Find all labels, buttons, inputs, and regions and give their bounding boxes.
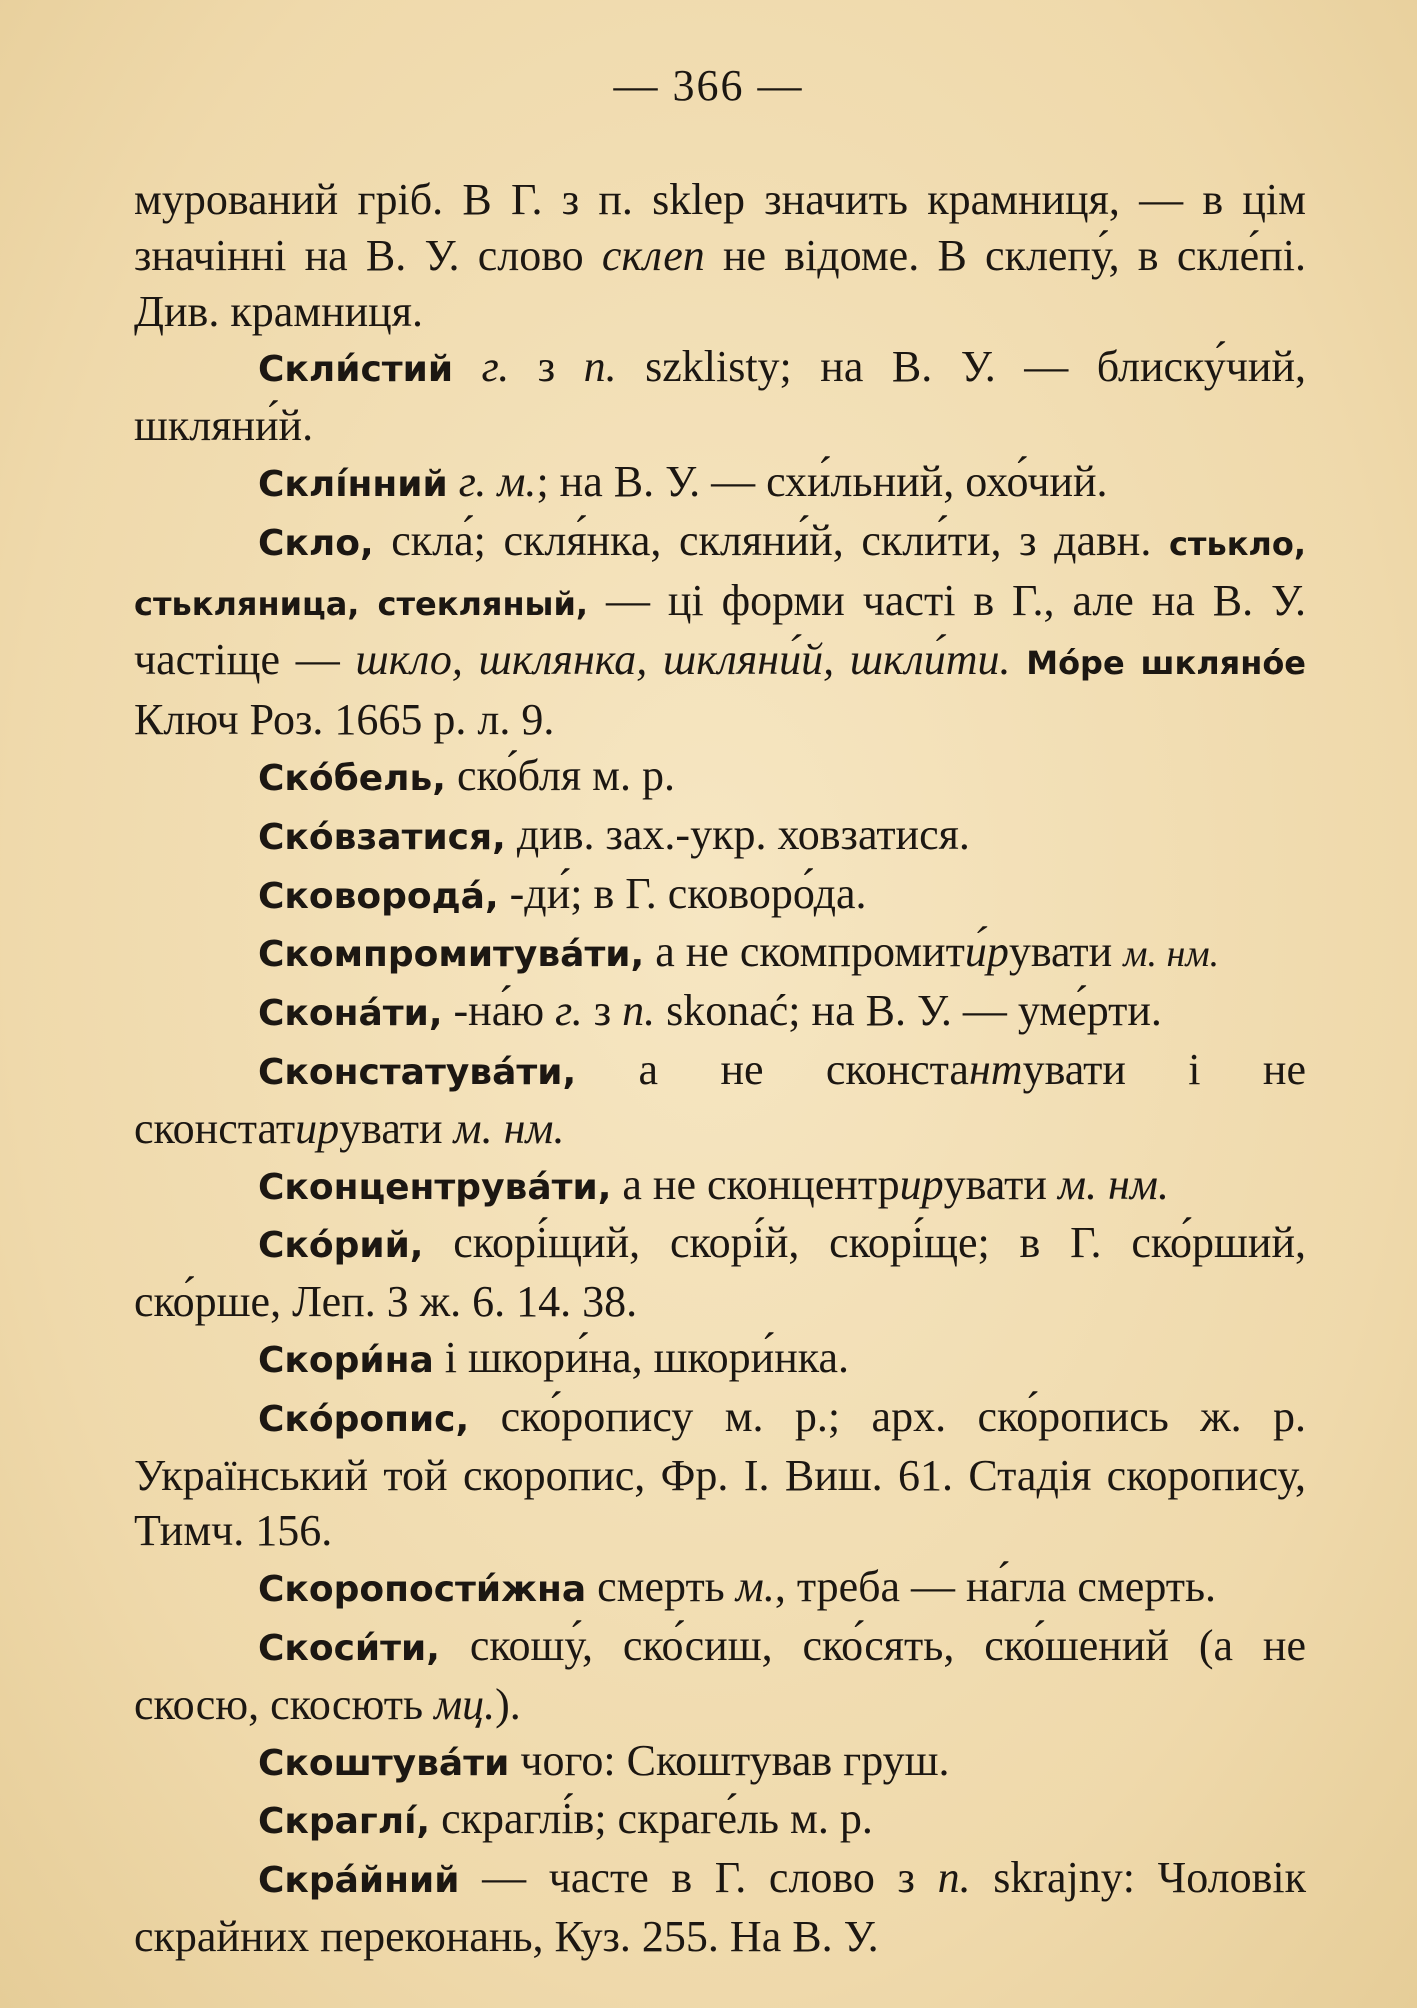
entry-text: и́р [964,927,1009,977]
entry-headword: Скли́стий [258,349,454,391]
entry-text: увати [339,1103,454,1153]
entry-text: м. нм. [1123,933,1220,976]
entry-headword: Сковорода́, [258,875,499,917]
entry-text: szklisty; на В. У. — блиску́чий, шкляни́й. [134,342,1307,451]
entry-text [1010,635,1026,684]
entry-text: skonać; на В. У. — уме́рти. [655,986,1162,1036]
dictionary-entries [134,172,1306,1965]
entry-text: скла́; скля́нка, скляни́й, скли́ти, з давн. [373,515,1169,565]
entry-text: ир [295,1103,340,1153]
entry-headword: Скори́на [258,1339,434,1381]
entry-text: увати і не сконстат [134,1044,1306,1153]
dictionary-entry [134,1733,1306,1792]
entry-text: а не скомпромит [644,927,965,977]
dictionary-entry [134,1850,1306,1965]
entry-text: п. [583,342,617,392]
entry-text: мурований гріб. В Г. з п. sklep значить крамниця, — в цім значінні на В. У. слово [134,175,1306,280]
entry-text: нт [968,1044,1023,1094]
entry-text: шкло, шклянка, шкляни́й, шкли́ти. [355,635,1011,685]
dictionary-entry [134,454,1306,513]
entry-text: -ди́; в Г. сковоро́да. [498,868,867,918]
entry-headword: Склі́нний [258,463,448,505]
entry-text: і шкори́на, шкори́нка. [433,1332,849,1382]
entry-headword: Скоропости́жна [258,1569,587,1611]
dictionary-entry [134,807,1306,866]
dictionary-entry [134,1791,1306,1850]
entry-headword: Ско́рий, [258,1225,424,1267]
dictionary-entry [134,172,1306,339]
entry-text: мц. [434,1679,496,1729]
entry-text: з [509,342,584,392]
page-number: — 366 — [613,61,804,110]
entry-text: ско́ропису м. р.; арх. ско́ропись ж. р. Український той скоропис, Фр. І. Виш. 61. Стадія скоропису, Тимч. 156. [134,1391,1306,1556]
entry-headword: Сконцентрува́ти, [258,1166,612,1208]
entry-text: м. нм. [453,1103,565,1153]
dictionary-entry [134,1559,1306,1618]
entry-text: ско́бля м. р. [445,750,675,800]
entry-text: стькло, стькляница, стекляный, [134,524,1306,623]
entry-text: ). [495,1679,521,1729]
entry-text: п. [622,986,656,1036]
entry-text: з [582,986,623,1036]
entry-text: п. [937,1853,971,1903]
entry-text: увати [1008,927,1124,977]
entry-text: скошу́, ско́сиш, ско́сять, ско́шений (а не скосю, скосють [134,1620,1306,1729]
entry-text: м. нм. [1057,1159,1169,1209]
dictionary-entry [134,1389,1306,1559]
entry-text: чого: Скоштував груш. [509,1735,950,1785]
entry-text: г. [481,342,510,392]
entry-headword: Сконстатува́ти, [258,1051,577,1093]
entry-text: ир [899,1159,944,1209]
entry-text: -на́ю [442,986,556,1036]
entry-headword: Скра́йний [258,1860,460,1902]
entry-headword: Скраглі́, [258,1801,431,1843]
entry-text: г. м. [458,456,537,506]
dictionary-entry [134,1157,1306,1216]
entry-headword: Ско́взатися, [258,816,506,858]
entry-headword: Скоштува́ти [258,1742,510,1784]
dictionary-entry [134,748,1306,807]
entry-headword: Скона́ти, [258,993,443,1035]
entry-text: а не сконста [576,1044,969,1094]
entry-text: смерть [586,1562,736,1612]
entry-headword: Скло, [258,522,374,564]
dictionary-entry [134,983,1306,1042]
entry-headword: Скоси́ти, [258,1627,440,1669]
entry-text [448,457,459,506]
entry-text: скорі́щий, скорі́й, скорі́ще; в Г. ско́рший, ско́рше, Леп. З ж. 6. 14. 38. [134,1218,1306,1327]
entry-headword: Скомпромитува́ти, [258,934,645,976]
dictionary-entry [134,1330,1306,1389]
dictionary-entry [134,1042,1306,1157]
entry-text: м. [735,1562,775,1612]
entry-text: — часте в Г. слово з [459,1853,938,1903]
entry-text: г. [555,986,583,1036]
entry-headword: Ско́ропис, [258,1398,470,1440]
entry-text: Ключ Роз. 1665 р. л. 9. [134,695,555,745]
dictionary-entry [134,924,1306,983]
entry-text: склеп [601,230,705,280]
entry-text [453,342,482,391]
dictionary-entry [134,339,1306,454]
entry-text: не відоме. В склепу́, в скле́пі. Див. крамниця. [134,230,1306,336]
dictionary-entry [134,866,1306,925]
entry-text: а не сконцентр [611,1159,900,1209]
entry-text: Мо́ре шкляно́е [1026,644,1307,683]
dictionary-entry [134,513,1306,748]
entry-text: skrajny: Чоловік скрайних переконань, Куз. 255. На В. У. [134,1853,1306,1961]
entry-text: ; на В. У. — схи́льний, охо́чий. [536,456,1108,506]
entry-headword: Ско́бель, [258,757,446,799]
dictionary-entry [134,1618,1306,1733]
entry-text: , треба — на́гла смерть. [774,1562,1217,1612]
dictionary-entry [134,1215,1306,1330]
entry-text: — ці форми часті в Г., але на В. У. частіще — [134,575,1307,685]
entry-text: увати [943,1159,1058,1209]
entry-text: див. зах.-укр. ховзатися. [505,809,970,859]
entry-text: скраглі́в; скраге́ль м. р. [430,1794,873,1844]
